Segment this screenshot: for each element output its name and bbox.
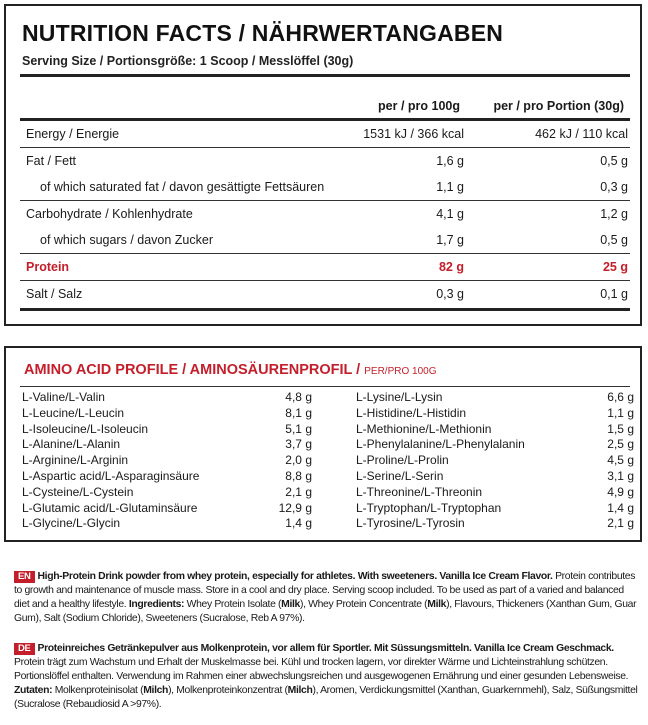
amino-value: 2,1 g xyxy=(285,484,312,499)
amino-name: L-Isoleucine/L-Isoleucin xyxy=(22,421,149,436)
row-label: of which saturated fat / davon gesättigte Fettsäuren xyxy=(40,180,325,194)
amino-name: L-Alanine/L-Alanin xyxy=(22,437,121,452)
amino-item xyxy=(22,406,312,422)
amino-item xyxy=(356,422,634,438)
amino-value: 1,4 g xyxy=(285,516,312,531)
amino-list-left xyxy=(22,390,312,532)
amino-item xyxy=(22,501,312,517)
value-per-100g: 1531 kJ / 366 kcal xyxy=(363,127,464,141)
product-info: Protein trägt zum Wachstum und Erhalt der Muskelmasse bei. Kühl und trocken lagern, vor direkter Wärme und Lichteinstrahlung schützen. Portionslöffel enthalten. Verwendung im Rahmen einer abwechslungsreichen und ausgewogenen Ernährung und einer gesunden Lebensweise. xyxy=(14,657,629,682)
amino-value: 6,6 g xyxy=(607,390,634,404)
amino-value: 3,7 g xyxy=(285,437,312,452)
nutrition-row-salt xyxy=(20,281,630,307)
row-label: Fat / Fett xyxy=(26,154,77,168)
allergen: Milch xyxy=(287,685,313,696)
language-badge-de: DE xyxy=(14,643,35,655)
amino-value: 1,4 g xyxy=(607,500,634,515)
value-per-portion: 0,1 g xyxy=(600,287,628,301)
language-badge-en: EN xyxy=(14,571,35,583)
row-label: Protein xyxy=(26,260,70,274)
amino-name: L-Histidine/L-Histidin xyxy=(356,405,467,420)
nutrition-title: NUTRITION FACTS / NÄHRWERTANGABEN xyxy=(22,20,504,46)
amino-list-right xyxy=(356,390,634,532)
amino-name: L-Phenylalanine/L-Phenylalanin xyxy=(356,437,525,452)
nutrition-row-fat xyxy=(20,148,630,174)
row-label: of which sugars / davon Zucker xyxy=(40,233,213,247)
ingredients-text: Whey Protein Isolate ( xyxy=(184,599,282,610)
product-description: High-Protein Drink powder from whey protein, especially for athletes. With sweeteners. Vanilla Ice Cream Flavor. xyxy=(37,571,553,582)
row-label: Carbohydrate / Kohlenhydrate xyxy=(26,207,193,221)
amino-name: L-Threonine/L-Threonin xyxy=(356,484,483,499)
amino-name: L-Lysine/L-Lysin xyxy=(356,390,443,404)
value-per-100g: 1,7 g xyxy=(436,233,464,247)
value-per-100g: 1,1 g xyxy=(436,180,464,194)
value-per-100g: 82 g xyxy=(438,260,464,274)
amino-name: L-Tyrosine/L-Tyrosin xyxy=(356,516,465,531)
ingredients-text: ), Molkenproteinkonzentrat ( xyxy=(168,685,288,696)
amino-value: 2,5 g xyxy=(607,437,634,452)
amino-value: 8,1 g xyxy=(285,405,312,420)
amino-value: 2,0 g xyxy=(285,453,312,468)
amino-item xyxy=(22,390,312,406)
value-per-portion: 0,3 g xyxy=(600,180,628,194)
amino-item xyxy=(22,437,312,453)
amino-value: 5,1 g xyxy=(285,421,312,436)
value-per-100g: 4,1 g xyxy=(436,207,464,221)
ingredients-text: ), Whey Protein Concentrate ( xyxy=(299,599,428,610)
amino-name: L-Methionine/L-Methionin xyxy=(356,421,492,436)
column-header-100g: per / pro 100g xyxy=(378,99,460,113)
divider xyxy=(20,74,630,77)
ingredients-label: Ingredients: xyxy=(128,599,185,610)
amino-value: 4,5 g xyxy=(607,453,634,468)
amino-name: L-Arginine/L-Arginin xyxy=(22,453,129,468)
amino-item xyxy=(22,516,312,532)
divider xyxy=(20,386,630,387)
amino-item xyxy=(22,469,312,485)
amino-name: L-Glycine/L-Glycin xyxy=(22,516,121,531)
amino-name: L-Serine/L-Serin xyxy=(356,468,444,483)
amino-value: 4,8 g xyxy=(285,390,312,404)
amino-item xyxy=(356,516,634,532)
amino-acid-panel xyxy=(4,346,642,542)
nutrition-row-sugars xyxy=(20,227,630,253)
amino-item xyxy=(356,469,634,485)
value-per-portion: 462 kJ / 110 kcal xyxy=(535,127,628,141)
amino-item xyxy=(356,485,634,501)
amino-name: L-Cysteine/L-Cystein xyxy=(22,484,134,499)
amino-item xyxy=(356,453,634,469)
amino-name: L-Aspartic acid/L-Asparaginsäure xyxy=(22,468,200,483)
amino-value: 12,9 g xyxy=(278,500,312,515)
amino-item xyxy=(22,453,312,469)
nutrition-row-carbohydrate xyxy=(20,201,630,227)
ingredients-text: ), Flavours, Thickeners (Xanthan Gum, Guar Gum), Salt (Sodium Chloride), Sweeteners (Sucralose, Reb A 97%). xyxy=(14,599,637,624)
product-info: Protein contributes to growth and maintenance of muscle mass. Store in a cool and dry place. Serving scoop included. To be used as part of a varied and balanced diet and a healthy lifestyle. xyxy=(14,571,636,610)
ingredients-text: ), Aromen, Verdickungsmittel (Xanthan, Guarkernmehl), Salz, Süßungsmittel (Sucralose (Rebaudiosid A >97%). xyxy=(14,685,638,710)
column-header-portion: per / pro Portion (30g) xyxy=(493,99,624,113)
ingredients-text: Molkenproteinisolat ( xyxy=(52,685,144,696)
serving-size: Serving Size / Portionsgröße: 1 Scoop / Messlöffel (30g) xyxy=(22,54,354,68)
row-label: Energy / Energie xyxy=(26,127,120,141)
nutrition-facts-panel xyxy=(4,4,642,326)
ingredients-english xyxy=(14,570,640,626)
amino-title-main: AMINO ACID PROFILE / AMINOSÄURENPROFIL / xyxy=(24,362,361,378)
value-per-portion: 0,5 g xyxy=(600,233,628,247)
ingredients-german xyxy=(14,642,640,712)
allergen: Milk xyxy=(427,599,447,610)
amino-item xyxy=(356,501,634,517)
value-per-portion: 0,5 g xyxy=(600,154,628,168)
allergen: Milk xyxy=(281,599,300,610)
nutrition-row-saturated-fat xyxy=(20,174,630,200)
amino-name: L-Leucine/L-Leucin xyxy=(22,405,125,420)
amino-name: L-Proline/L-Prolin xyxy=(356,453,449,468)
amino-value: 8,8 g xyxy=(285,468,312,483)
divider xyxy=(20,308,630,311)
amino-item xyxy=(22,422,312,438)
amino-value: 2,1 g xyxy=(607,516,634,531)
amino-value: 1,1 g xyxy=(607,405,634,420)
amino-title-unit: PER/PRO 100G xyxy=(364,366,437,377)
nutrition-row-protein xyxy=(20,254,630,280)
amino-name: L-Tryptophan/L-Tryptophan xyxy=(356,500,502,515)
amino-name: L-Valine/L-Valin xyxy=(22,390,105,404)
amino-item xyxy=(356,390,634,406)
amino-value: 1,5 g xyxy=(607,421,634,436)
amino-value: 4,9 g xyxy=(607,484,634,499)
row-label: Salt / Salz xyxy=(26,287,83,301)
value-per-portion: 1,2 g xyxy=(600,207,628,221)
value-per-100g: 1,6 g xyxy=(436,154,464,168)
amino-title xyxy=(24,362,437,378)
value-per-portion: 25 g xyxy=(602,260,628,274)
amino-name: L-Glutamic acid/L-Glutaminsäure xyxy=(22,500,198,515)
amino-item xyxy=(356,437,634,453)
amino-item xyxy=(22,485,312,501)
allergen: Milch xyxy=(143,685,169,696)
amino-item xyxy=(356,406,634,422)
product-description: Proteinreiches Getränkepulver aus Molkenprotein, vor allem für Sportler. Mit Süssungsmitteln. Vanilla Ice Cream Geschmack. xyxy=(37,643,614,654)
nutrition-row-energy xyxy=(20,121,630,147)
amino-value: 3,1 g xyxy=(607,468,634,483)
value-per-100g: 0,3 g xyxy=(436,287,464,301)
ingredients-label: Zutaten: xyxy=(14,685,53,696)
